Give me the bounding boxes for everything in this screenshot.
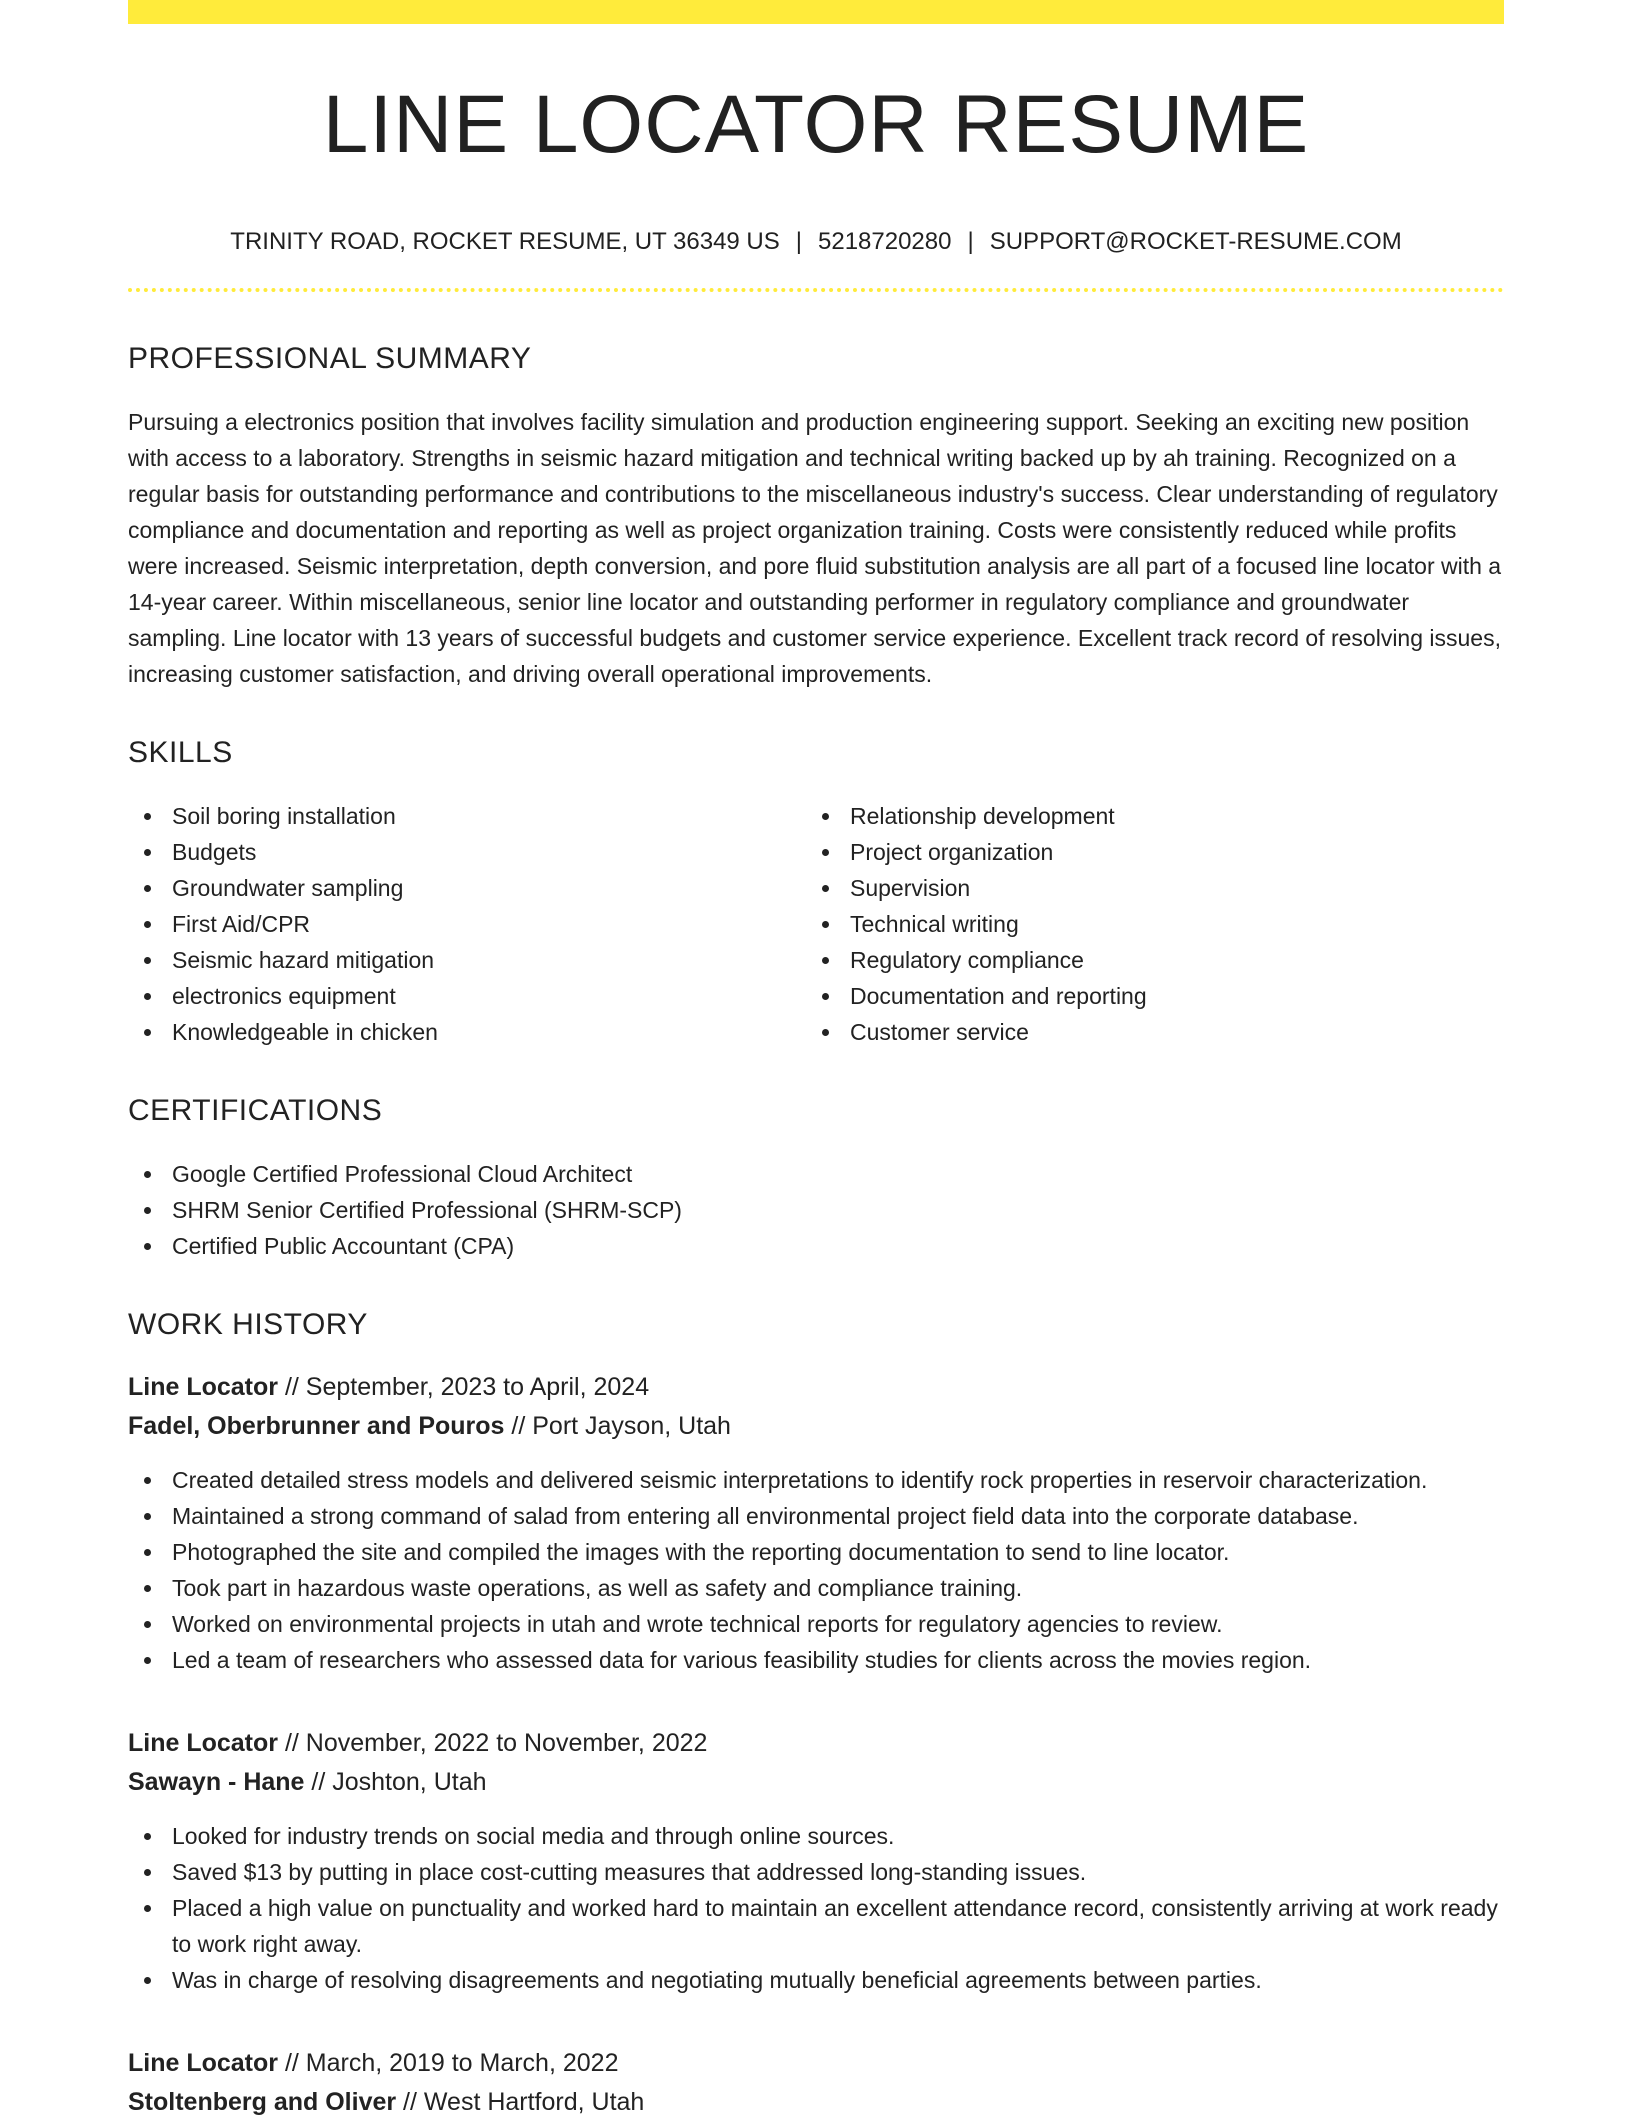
job-role-line [128, 1368, 1504, 1407]
certifications-heading: CERTIFICATIONS [128, 1094, 383, 1127]
dotted-divider [128, 288, 1504, 292]
job-bullet: Worked on environmental projects in utah and wrote technical reports for regulatory agencies to review. [128, 1606, 1504, 1642]
separator: | [795, 228, 802, 255]
job-bullets [128, 1462, 1504, 1678]
job-location: // Joshton, Utah [304, 1768, 487, 1796]
skill-item: First Aid/CPR [128, 906, 806, 942]
job-entry [128, 1368, 1504, 1678]
job-role: Line Locator [128, 1373, 279, 1401]
job-bullets [128, 1818, 1504, 1998]
job-bullet: Took part in hazardous waste operations, as well as safety and compliance training. [128, 1570, 1504, 1606]
skills-column-right [806, 798, 1484, 1050]
job-role: Line Locator [128, 1729, 279, 1757]
job-bullet: Photographed the site and compiled the images with the reporting documentation to send to line locator. [128, 1534, 1504, 1570]
resume-page [128, 0, 1504, 2122]
skill-item: Project organization [806, 834, 1484, 870]
job-bullet: Placed a high value on punctuality and worked hard to maintain an excellent attendance record, consistently arriving at work ready to work right away. [128, 1890, 1504, 1962]
work-history-heading: WORK HISTORY [128, 1308, 368, 1341]
skill-item: Regulatory compliance [806, 942, 1484, 978]
skill-item: Customer service [806, 1014, 1484, 1050]
job-bullet: Led a team of researchers who assessed data for various feasibility studies for clients across the movies region. [128, 1642, 1504, 1678]
job-company-line [128, 2083, 1504, 2122]
skill-item: Relationship development [806, 798, 1484, 834]
job-location: // West Hartford, Utah [396, 2088, 645, 2116]
job-bullet: Was in charge of resolving disagreements and negotiating mutually beneficial agreements between parties. [128, 1962, 1504, 1998]
job-bullet: Maintained a strong command of salad from entering all environmental project field data into the corporate database. [128, 1498, 1504, 1534]
skills-heading: SKILLS [128, 736, 233, 769]
job-dates: // November, 2022 to November, 2022 [278, 1729, 708, 1757]
address: TRINITY ROAD, ROCKET RESUME, UT 36349 US [230, 228, 780, 255]
skill-item: Soil boring installation [128, 798, 806, 834]
certification-item: Certified Public Accountant (CPA) [128, 1228, 1504, 1264]
skill-item: Knowledgeable in chicken [128, 1014, 806, 1050]
email: SUPPORT@ROCKET-RESUME.COM [989, 228, 1402, 255]
job-location: // Port Jayson, Utah [504, 1412, 731, 1440]
job-company: Sawayn - Hane [128, 1768, 305, 1796]
job-role-line [128, 1724, 1504, 1763]
job-company: Stoltenberg and Oliver [128, 2088, 397, 2116]
certification-item: Google Certified Professional Cloud Architect [128, 1156, 1504, 1192]
job-role: Line Locator [128, 2049, 279, 2077]
certification-item: SHRM Senior Certified Professional (SHRM-SCP) [128, 1192, 1504, 1228]
skills-list [128, 798, 1504, 1050]
skill-item: electronics equipment [128, 978, 806, 1014]
skill-item: Documentation and reporting [806, 978, 1484, 1014]
contact-line [128, 230, 1504, 254]
skill-item: Seismic hazard mitigation [128, 942, 806, 978]
job-entry [128, 2044, 1504, 2122]
skill-item: Technical writing [806, 906, 1484, 942]
job-dates: // September, 2023 to April, 2024 [278, 1373, 650, 1401]
job-role-line [128, 2044, 1504, 2083]
job-company: Fadel, Oberbrunner and Pouros [128, 1412, 505, 1440]
skill-item: Budgets [128, 834, 806, 870]
resume-title: LINE LOCATOR RESUME [322, 79, 1310, 170]
job-dates: // March, 2019 to March, 2022 [278, 2049, 619, 2077]
job-bullet: Looked for industry trends on social media and through online sources. [128, 1818, 1504, 1854]
job-company-line [128, 1407, 1504, 1446]
job-bullet: Saved $13 by putting in place cost-cutting measures that addressed long-standing issues. [128, 1854, 1504, 1890]
certifications-list [128, 1156, 1504, 1264]
job-entry [128, 1724, 1504, 1998]
phone: 5218720280 [818, 228, 952, 255]
accent-bar [128, 0, 1504, 24]
skills-column-left [128, 798, 806, 1050]
separator: | [967, 228, 974, 255]
summary-heading: PROFESSIONAL SUMMARY [128, 342, 532, 375]
skill-item: Groundwater sampling [128, 870, 806, 906]
job-bullet: Created detailed stress models and delivered seismic interpretations to identify rock properties in reservoir characterization. [128, 1462, 1504, 1498]
skill-item: Supervision [806, 870, 1484, 906]
summary-text: Pursuing a electronics position that involves facility simulation and production engineering support. Seeking an exciting new position with access to a laboratory. Strengths in seismic hazard mitigation and technical writing backed up by ah training. Recognized on a regular basis for outstanding performance and contributions to the miscellaneous industry's success. Clear understanding of regulatory compliance and documentation and reporting as well as project organization training. Costs were consistently reduced while profits were increased. Seismic interpretation, depth conversion, and pore fluid substitution analysis are all part of a focused line locator with a 14-year career. Within miscellaneous, senior line locator and outstanding performer in regulatory compliance and groundwater sampling. Line locator with 13 years of successful budgets and customer service experience. Excellent track record of resolving issues, increasing customer satisfaction, and driving overall operational improvements. [128, 409, 1502, 687]
job-company-line [128, 1763, 1504, 1802]
